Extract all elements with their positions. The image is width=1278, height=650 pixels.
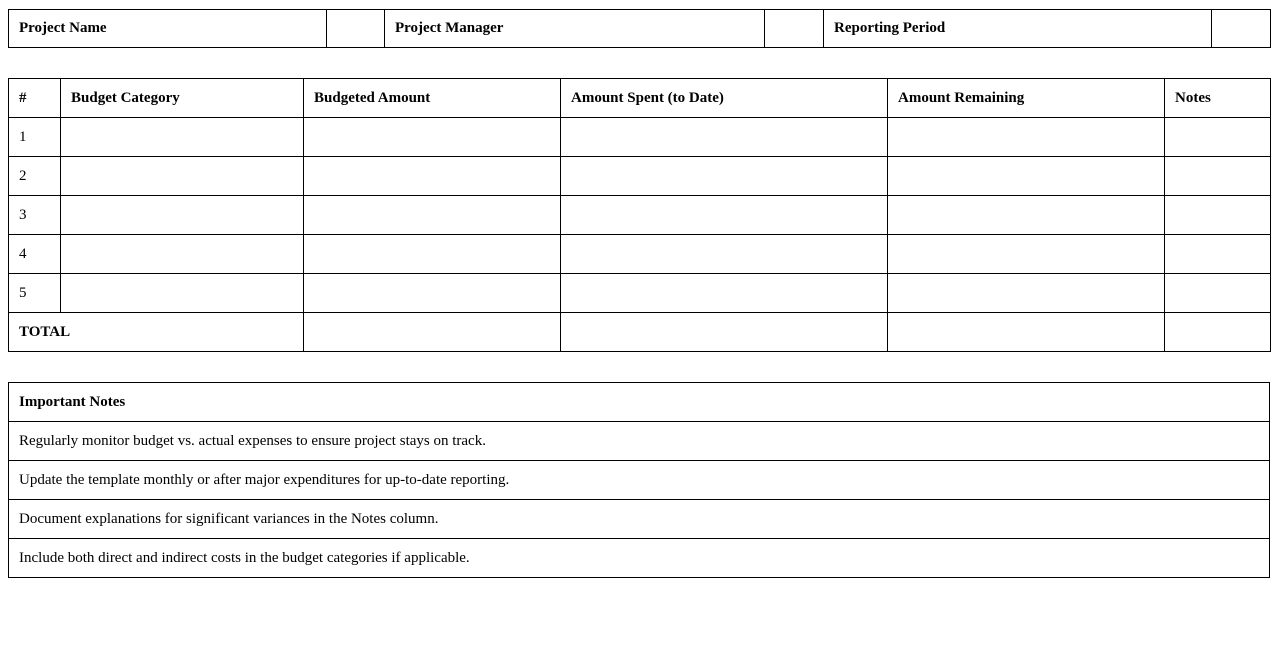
table-row	[9, 235, 1271, 274]
amount-remaining-cell[interactable]	[888, 274, 1165, 313]
row-number: 2	[9, 157, 61, 196]
budgeted-amount-cell[interactable]	[304, 118, 561, 157]
notes-cell[interactable]	[1165, 235, 1271, 274]
list-item	[9, 539, 1270, 578]
important-notes-table	[8, 382, 1270, 578]
reporting-period-field[interactable]	[1212, 10, 1271, 48]
project-name-label: Project Name	[9, 10, 327, 48]
list-item	[9, 422, 1270, 461]
project-info-row	[9, 10, 1271, 48]
list-item	[9, 500, 1270, 539]
budget-category-cell[interactable]	[61, 196, 304, 235]
column-header-amount-remaining: Amount Remaining	[888, 79, 1165, 118]
note-text: Document explanations for significant variances in the Notes column.	[9, 500, 1270, 539]
budget-category-cell[interactable]	[61, 118, 304, 157]
total-spent-cell[interactable]	[561, 313, 888, 352]
column-header-budget-category: Budget Category	[61, 79, 304, 118]
budget-header-row	[9, 79, 1271, 118]
notes-cell[interactable]	[1165, 196, 1271, 235]
table-row	[9, 274, 1271, 313]
column-header-notes: Notes	[1165, 79, 1271, 118]
amount-remaining-cell[interactable]	[888, 196, 1165, 235]
amount-spent-cell[interactable]	[561, 157, 888, 196]
project-manager-label: Project Manager	[385, 10, 765, 48]
total-remaining-cell[interactable]	[888, 313, 1165, 352]
note-text: Include both direct and indirect costs in the budget categories if applicable.	[9, 539, 1270, 578]
table-row	[9, 118, 1271, 157]
notes-cell[interactable]	[1165, 274, 1271, 313]
project-info-table	[8, 9, 1271, 48]
note-text: Update the template monthly or after major expenditures for up-to-date reporting.	[9, 461, 1270, 500]
total-label: TOTAL	[9, 313, 304, 352]
budgeted-amount-cell[interactable]	[304, 157, 561, 196]
total-notes-cell[interactable]	[1165, 313, 1271, 352]
table-row	[9, 196, 1271, 235]
budget-table	[8, 78, 1271, 352]
reporting-period-label: Reporting Period	[824, 10, 1212, 48]
budget-category-cell[interactable]	[61, 157, 304, 196]
amount-spent-cell[interactable]	[561, 196, 888, 235]
column-header-amount-spent: Amount Spent (to Date)	[561, 79, 888, 118]
row-number: 3	[9, 196, 61, 235]
budgeted-amount-cell[interactable]	[304, 196, 561, 235]
budgeted-amount-cell[interactable]	[304, 274, 561, 313]
amount-spent-cell[interactable]	[561, 235, 888, 274]
budget-category-cell[interactable]	[61, 235, 304, 274]
budget-category-cell[interactable]	[61, 274, 304, 313]
amount-remaining-cell[interactable]	[888, 157, 1165, 196]
notes-cell[interactable]	[1165, 118, 1271, 157]
column-header-budgeted-amount: Budgeted Amount	[304, 79, 561, 118]
row-number: 5	[9, 274, 61, 313]
project-manager-field[interactable]	[765, 10, 824, 48]
budgeted-amount-cell[interactable]	[304, 235, 561, 274]
important-notes-title: Important Notes	[9, 383, 1270, 422]
amount-remaining-cell[interactable]	[888, 235, 1165, 274]
table-row	[9, 157, 1271, 196]
list-item	[9, 461, 1270, 500]
notes-header-row	[9, 383, 1270, 422]
row-number: 1	[9, 118, 61, 157]
amount-spent-cell[interactable]	[561, 118, 888, 157]
amount-spent-cell[interactable]	[561, 274, 888, 313]
note-text: Regularly monitor budget vs. actual expenses to ensure project stays on track.	[9, 422, 1270, 461]
total-row	[9, 313, 1271, 352]
project-name-field[interactable]	[327, 10, 385, 48]
total-budgeted-cell[interactable]	[304, 313, 561, 352]
amount-remaining-cell[interactable]	[888, 118, 1165, 157]
notes-cell[interactable]	[1165, 157, 1271, 196]
row-number: 4	[9, 235, 61, 274]
column-header-number: #	[9, 79, 61, 118]
